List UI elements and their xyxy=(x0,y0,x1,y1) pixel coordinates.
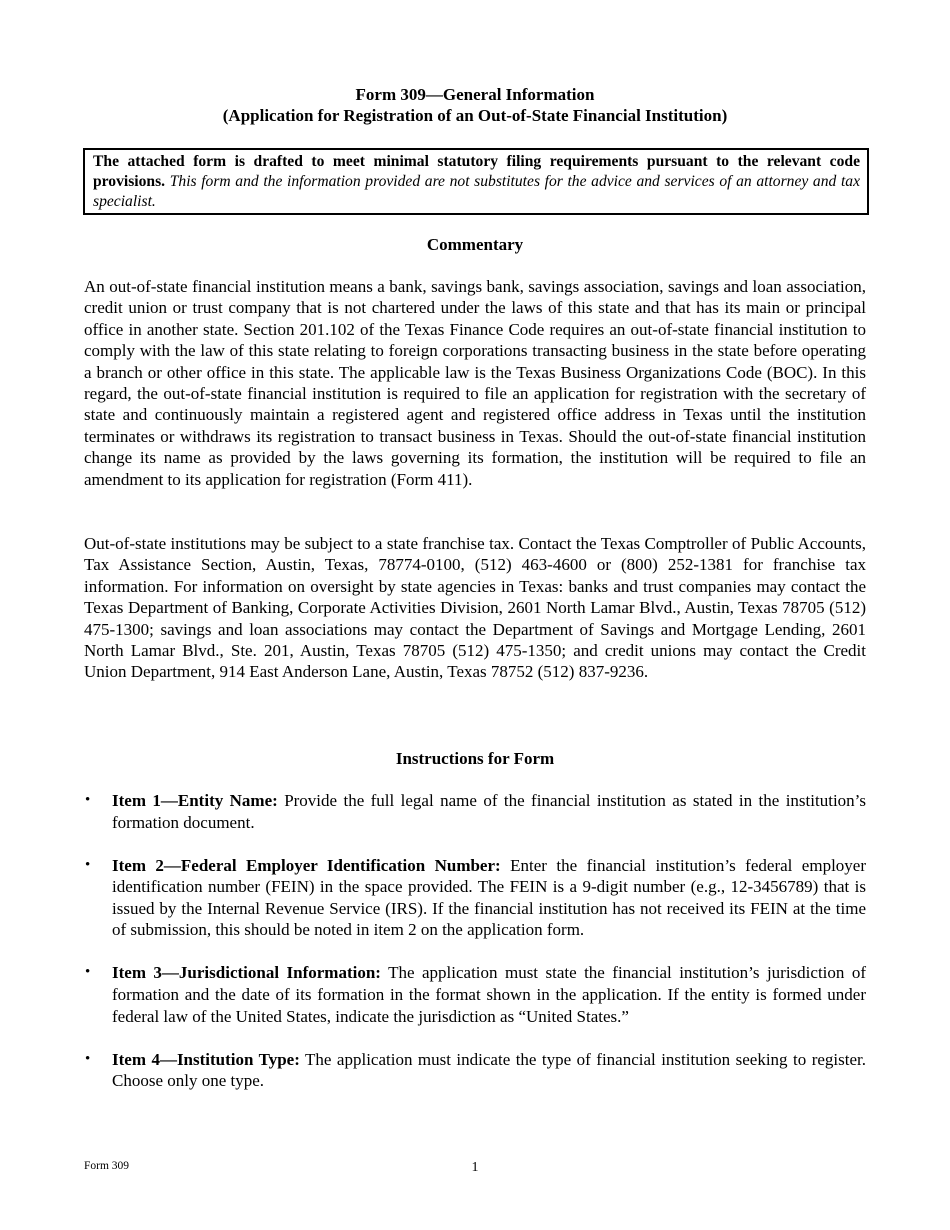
disclaimer-bold-text: The attached form is drafted to meet minimal statutory filing requirements pursuant to the relevant code provisions. xyxy=(93,153,860,190)
title-line-2: (Application for Registration of an Out-of-State Financial Institution) xyxy=(222,106,728,125)
instruction-label: Item 3—Jurisdictional Information: xyxy=(112,963,381,983)
instructions-list xyxy=(84,790,866,1113)
instruction-item-1 xyxy=(84,790,866,833)
page-title xyxy=(0,84,950,126)
instructions-heading: Instructions for Form xyxy=(395,749,555,768)
bullet-icon: • xyxy=(85,1050,91,1067)
disclaimer-box xyxy=(83,148,869,215)
bullet-icon: • xyxy=(85,856,91,873)
disclaimer-italic-text: This form and the information provided are not substitutes for the advice and services of an attorney and tax specialist. xyxy=(93,173,860,210)
instruction-item-2 xyxy=(84,855,866,941)
bullet-icon: • xyxy=(85,792,91,808)
instruction-label: Item 2—Federal Employer Identification Number: xyxy=(112,855,501,875)
instruction-item-4 xyxy=(84,1049,866,1092)
commentary-heading: Commentary xyxy=(426,235,524,254)
footer-page-number: 1 xyxy=(471,1160,479,1175)
footer-form-label: Form 309 xyxy=(84,1160,130,1172)
instruction-text: Enter the financial institution’s federal employer identification number (FEIN) in the space provided. The FEIN is a 9-digit number (e.g., 12-3456789) that is issued by the Internal Revenue Service (IRS). If the financial institution has not received its FEIN at the time of submission, this should be noted in item 2 on the application form. xyxy=(112,855,866,940)
instruction-text: The application must indicate the type of financial institution seeking to register. Choose only one type. xyxy=(112,1049,866,1091)
commentary-paragraph-1: An out-of-state financial institution means a bank, savings bank, savings association, savings and loan association, credit union or trust company that is not chartered under the laws of this state and that has its main or principal office in another state. Section 201.102 of the Texas Finance Code requires an out-of-state financial institution to comply with the law of this state relating to foreign corporations transacting business in the state before operating a branch or other office in this state. The applicable law is the Texas Business Organizations Code (BOC). In this regard, the out-of-state financial institution is required to file an application for registration with the secretary of state and continuously maintain a registered agent and registered office address in Texas until the institution terminates or withdraws its registration to transact business in Texas. Should the out-of-state financial institution change its name as provided by the laws governing its formation, the institution will be required to file an amendment to its application for registration (Form 411). xyxy=(84,277,866,489)
instruction-label: Item 4—Institution Type: xyxy=(112,1049,300,1069)
bullet-icon: • xyxy=(85,964,91,981)
instruction-item-3 xyxy=(84,962,866,1027)
instruction-text: The application must state the financial institution’s jurisdiction of formation and the date of its formation in the format shown in the application. If the entity is formed under federal law of the United States, indicate the jurisdiction as “United States.” xyxy=(112,963,867,1026)
instruction-text: Provide the full legal name of the financial institution as stated in the institution’s formation document. xyxy=(112,791,867,832)
title-line-1: Form 309—General Information xyxy=(355,85,595,104)
commentary-paragraph-2: Out-of-state institutions may be subject to a state franchise tax. Contact the Texas Comptroller of Public Accounts, Tax Assistance Section, Austin, Texas, 78774-0100, (512) 463-4600 or (800) 252-1381 for franchise tax information. For information on oversight by state agencies in Texas: banks and trust companies may contact the Texas Department of Banking, Corporate Activities Division, 2601 North Lamar Blvd., Austin, Texas 78705 (512) 475-1300; savings and loan associations may contact the Department of Savings and Mortgage Lending, 2601 North Lamar Blvd., Ste. 201, Austin, Texas 78705 (512) 475-1350; and credit unions may contact the Credit Union Department, 914 East Anderson Lane, Austin, Texas 78752 (512) 837-9236. xyxy=(84,534,866,682)
instruction-label: Item 1—Entity Name: xyxy=(112,791,278,810)
